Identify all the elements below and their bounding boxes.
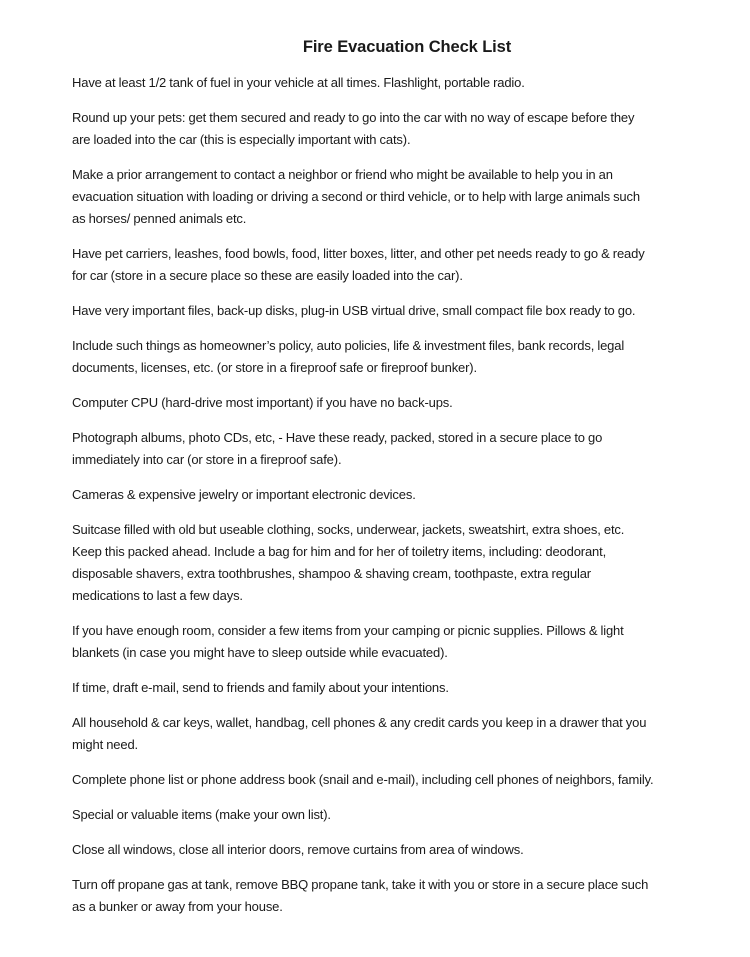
checklist-item-line: Cameras & expensive jewelry or important electronic devices. xyxy=(72,487,416,502)
checklist-item xyxy=(72,874,732,918)
checklist-item-line: Photograph albums, photo CDs, etc, - Have these ready, packed, stored in a secure place to go xyxy=(72,430,603,445)
checklist-item xyxy=(72,72,732,94)
document-title: Fire Evacuation Check List xyxy=(302,38,512,56)
checklist-item xyxy=(72,164,732,230)
checklist-item-line: If time, draft e-mail, send to friends and family about your intentions. xyxy=(72,680,449,695)
checklist-item-line: Special or valuable items (make your own list). xyxy=(72,807,331,822)
checklist-item-line: Have at least 1/2 tank of fuel in your vehicle at all times. Flashlight, portable radio. xyxy=(72,75,525,90)
checklist-item-line: Have very important files, back-up disks, plug-in USB virtual drive, small compact file box ready to go. xyxy=(72,303,636,318)
checklist-item-line: are loaded into the car (this is especially important with cats). xyxy=(72,132,411,147)
checklist-item-line: Round up your pets: get them secured and ready to go into the car with no way of escape before they xyxy=(72,110,635,125)
document-page xyxy=(72,36,732,931)
checklist-item xyxy=(72,427,732,471)
checklist-item-line: evacuation situation with loading or driving a second or third vehicle, or to help with large animals such xyxy=(72,189,640,204)
checklist-item-line: Turn off propane gas at tank, remove BBQ propane tank, take it with you or store in a secure place such xyxy=(72,877,649,892)
checklist-item xyxy=(72,392,732,414)
checklist-item-line: Close all windows, close all interior doors, remove curtains from area of windows. xyxy=(72,842,524,857)
checklist-item-line: Make a prior arrangement to contact a neighbor or friend who might be available to help you in an xyxy=(72,167,613,182)
checklist-item xyxy=(72,839,732,861)
checklist-item-line: medications to last a few days. xyxy=(72,588,243,603)
checklist-item-line: disposable shavers, extra toothbrushes, shampoo & shaving cream, toothpaste, extra regular xyxy=(72,566,591,581)
checklist-item-line: Have pet carriers, leashes, food bowls, food, litter boxes, litter, and other pet needs ready to go & ready xyxy=(72,246,645,261)
checklist-item xyxy=(72,677,732,699)
checklist xyxy=(72,72,732,918)
checklist-item-line: If you have enough room, consider a few items from your camping or picnic supplies. Pillows & light xyxy=(72,623,624,638)
checklist-item-line: Keep this packed ahead. Include a bag for him and for her of toiletry items, including: deodorant, xyxy=(72,544,607,559)
checklist-item-line: Suitcase filled with old but useable clothing, socks, underwear, jackets, sweatshirt, extra shoes, etc. xyxy=(72,522,625,537)
checklist-item-line: Include such things as homeowner’s policy, auto policies, life & investment files, bank records, legal xyxy=(72,338,625,353)
checklist-item xyxy=(72,300,732,322)
checklist-item-line: documents, licenses, etc. (or store in a fireproof safe or fireproof bunker). xyxy=(72,360,477,375)
checklist-item xyxy=(72,712,732,756)
checklist-item xyxy=(72,804,732,826)
checklist-item xyxy=(72,107,732,151)
checklist-item-line: as a bunker or away from your house. xyxy=(72,899,283,914)
checklist-item xyxy=(72,519,732,607)
checklist-item-line: Computer CPU (hard-drive most important) if you have no back-ups. xyxy=(72,395,453,410)
checklist-item-line: Complete phone list or phone address book (snail and e-mail), including cell phones of neighbors, family. xyxy=(72,772,654,787)
checklist-item xyxy=(72,243,732,287)
checklist-item-line: for car (store in a secure place so these are easily loaded into the car). xyxy=(72,268,463,283)
checklist-item-line: as horses/ penned animals etc. xyxy=(72,211,247,226)
checklist-item xyxy=(72,769,732,791)
checklist-item xyxy=(72,335,732,379)
checklist-item-line: might need. xyxy=(72,737,138,752)
checklist-item-line: immediately into car (or store in a fireproof safe). xyxy=(72,452,342,467)
checklist-item xyxy=(72,620,732,664)
checklist-item-line: blankets (in case you might have to sleep outside while evacuated). xyxy=(72,645,448,660)
checklist-item xyxy=(72,484,732,506)
checklist-item-line: All household & car keys, wallet, handbag, cell phones & any credit cards you keep in a drawer that you xyxy=(72,715,647,730)
